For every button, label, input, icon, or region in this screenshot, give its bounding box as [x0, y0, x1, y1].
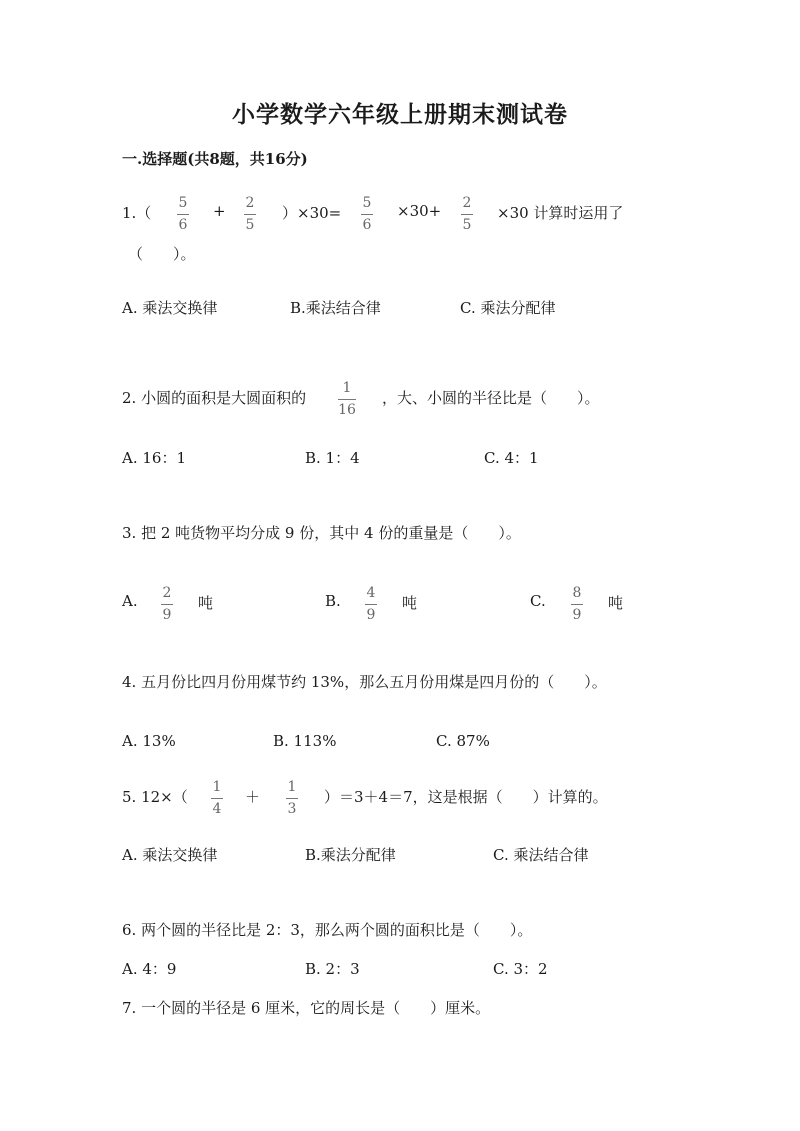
denominator: 6 — [362, 217, 372, 233]
option-a[interactable]: A. 4：9 — [122, 960, 177, 978]
numerator: 4 — [366, 585, 376, 601]
unit-label: 吨 — [198, 594, 214, 612]
question-text: 2. 小圆的面积是大圆面积的 — [122, 389, 307, 407]
denominator: 5 — [245, 217, 255, 233]
denominator: 16 — [338, 402, 356, 418]
fraction-2-5 — [461, 196, 473, 232]
question-tail: ，大、小圆的半径比是（ ）。 — [382, 389, 600, 407]
option-a[interactable]: A. 乘法交换律 — [122, 846, 218, 864]
option-b[interactable]: B. 1：4 — [305, 449, 360, 467]
section-heading: 一.选择题(共8题，共16分) — [122, 150, 308, 168]
unit-label: 吨 — [608, 594, 624, 612]
question-text: 7. 一个圆的半径是 6 厘米，它的周长是（ ）厘米。 — [122, 999, 491, 1017]
question-tail: ）＝3＋4＝7，这是根据（ ）计算的。 — [324, 788, 608, 806]
option-b[interactable]: B.乘法分配律 — [305, 846, 396, 864]
q5-number: 5. 12×（ — [122, 788, 188, 806]
fraction-2-5 — [244, 196, 256, 232]
question-text: 3. 把 2 吨货物平均分成 9 份，其中 4 份的重量是（ ）。 — [122, 524, 521, 542]
numerator: 1 — [212, 779, 222, 795]
option-b[interactable]: B.乘法结合律 — [290, 299, 381, 317]
option-c[interactable]: C. 3：2 — [493, 960, 548, 978]
option-c[interactable]: C. 乘法结合律 — [493, 846, 589, 864]
fraction-2-9 — [161, 586, 173, 622]
denominator: 3 — [287, 801, 297, 817]
option-c[interactable]: C. 87% — [436, 732, 490, 750]
option-c[interactable]: C. 4：1 — [484, 449, 539, 467]
denominator: 4 — [212, 801, 222, 817]
numerator: 2 — [245, 195, 255, 211]
times-plus: ×30+ — [397, 202, 442, 220]
fraction-5-6 — [361, 196, 373, 232]
numerator: 5 — [362, 195, 372, 211]
q1-number: 1.（ — [122, 204, 152, 222]
numerator: 8 — [572, 585, 582, 601]
question-text: 6. 两个圆的半径比是 2：3，那么两个圆的面积比是（ ）。 — [122, 921, 533, 939]
plus-sign: ＋ — [245, 788, 261, 806]
denominator: 6 — [178, 217, 188, 233]
question-text: 4. 五月份比四月份用煤节约 13%，那么五月份用煤是四月份的（ ）。 — [122, 673, 607, 691]
denominator: 9 — [162, 607, 172, 623]
answer-blank: （ ）。 — [128, 245, 196, 263]
fraction-4-9 — [365, 586, 377, 622]
option-a-label[interactable]: A. — [122, 592, 138, 610]
numerator: 2 — [162, 585, 172, 601]
fraction-1-16 — [338, 381, 356, 417]
option-b[interactable]: B. 2：3 — [305, 960, 360, 978]
page-title: 小学数学六年级上册期末测试卷 — [232, 101, 568, 128]
option-a[interactable]: A. 16：1 — [122, 449, 186, 467]
times-equals: ）×30= — [282, 204, 342, 222]
fraction-8-9 — [571, 586, 583, 622]
option-b[interactable]: B. 113% — [273, 732, 337, 750]
option-a[interactable]: A. 乘法交换律 — [122, 299, 218, 317]
denominator: 9 — [366, 607, 376, 623]
numerator: 2 — [462, 195, 472, 211]
denominator: 9 — [572, 607, 582, 623]
fraction-5-6 — [177, 196, 189, 232]
denominator: 5 — [462, 217, 472, 233]
option-c-label[interactable]: C. — [530, 592, 546, 610]
unit-label: 吨 — [402, 594, 418, 612]
numerator: 1 — [342, 380, 352, 396]
option-b-label[interactable]: B. — [325, 592, 341, 610]
plus-sign: + — [213, 202, 226, 220]
fraction-1-3 — [286, 780, 298, 816]
option-c[interactable]: C. 乘法分配律 — [460, 299, 556, 317]
numerator: 1 — [287, 779, 297, 795]
numerator: 5 — [178, 195, 188, 211]
q1-tail: ×30 计算时运用了 — [497, 204, 624, 222]
fraction-1-4 — [211, 780, 223, 816]
option-a[interactable]: A. 13% — [122, 732, 176, 750]
